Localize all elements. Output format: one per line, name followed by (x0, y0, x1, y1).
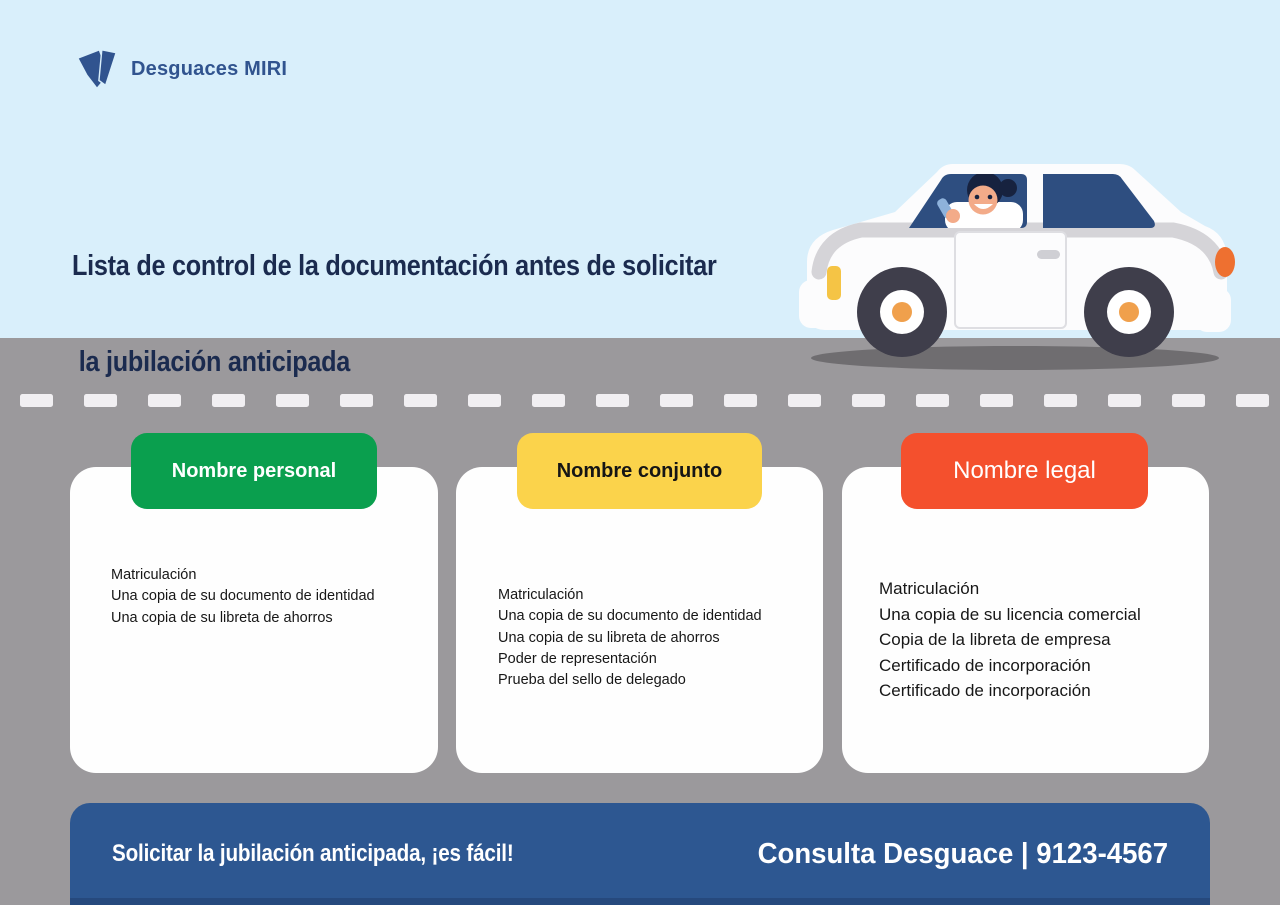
card-nombre-legal (842, 467, 1209, 773)
card-nombre-personal (70, 467, 438, 773)
car-illustration (797, 140, 1237, 372)
card-nombre-conjunto (456, 467, 823, 773)
door-handle (1037, 250, 1060, 259)
brand-name: Desguaces MIRI (131, 57, 288, 80)
list-item: Certificado de incorporación (879, 681, 1091, 701)
list-item: Certificado de incorporación (879, 655, 1091, 675)
front-wheel (857, 267, 947, 357)
taillight (1215, 247, 1235, 277)
headlight (827, 266, 841, 300)
badge-nombre-legal (901, 433, 1148, 509)
list-item: Poder de representación (498, 650, 657, 667)
brand-logo-icon (74, 46, 120, 92)
brand-logo (74, 46, 287, 92)
list-item: Matriculación (111, 567, 197, 583)
badge-label: Nombre conjunto (556, 459, 723, 482)
footer-slogan: Solicitar la jubilación anticipada, ¡es fácil! (112, 840, 514, 867)
footer-contact: Consulta Desguace | 9123-4567 (757, 837, 1168, 870)
page-title-line2: la jubilación anticipada (72, 346, 351, 378)
car-door (955, 232, 1066, 328)
badge-nombre-conjunto (517, 433, 762, 509)
car-shadow (811, 346, 1219, 370)
page-title-line1: Lista de control de la documentación antes de solicitar (72, 250, 717, 282)
list-item: Una copia de su licencia comercial (879, 604, 1141, 624)
rear-wheel (1084, 267, 1174, 357)
list-item: Copia de la libreta de empresa (879, 630, 1111, 650)
list-item: Una copia de su documento de identidad (111, 588, 375, 605)
badge-label: Nombre personal (171, 459, 337, 482)
badge-nombre-personal (131, 433, 377, 509)
list-item: Prueba del sello de delegado (498, 672, 686, 689)
list-item: Matriculación (879, 579, 980, 598)
list-item: Una copia de su documento de identidad (498, 608, 762, 625)
list-item: Matriculación (498, 587, 584, 603)
footer-banner (70, 803, 1210, 905)
badge-label: Nombre legal (953, 457, 1096, 484)
list-item: Una copia de su libreta de ahorros (111, 609, 333, 626)
road-lane-markings (20, 394, 1269, 407)
list-item: Una copia de su libreta de ahorros (498, 629, 720, 646)
